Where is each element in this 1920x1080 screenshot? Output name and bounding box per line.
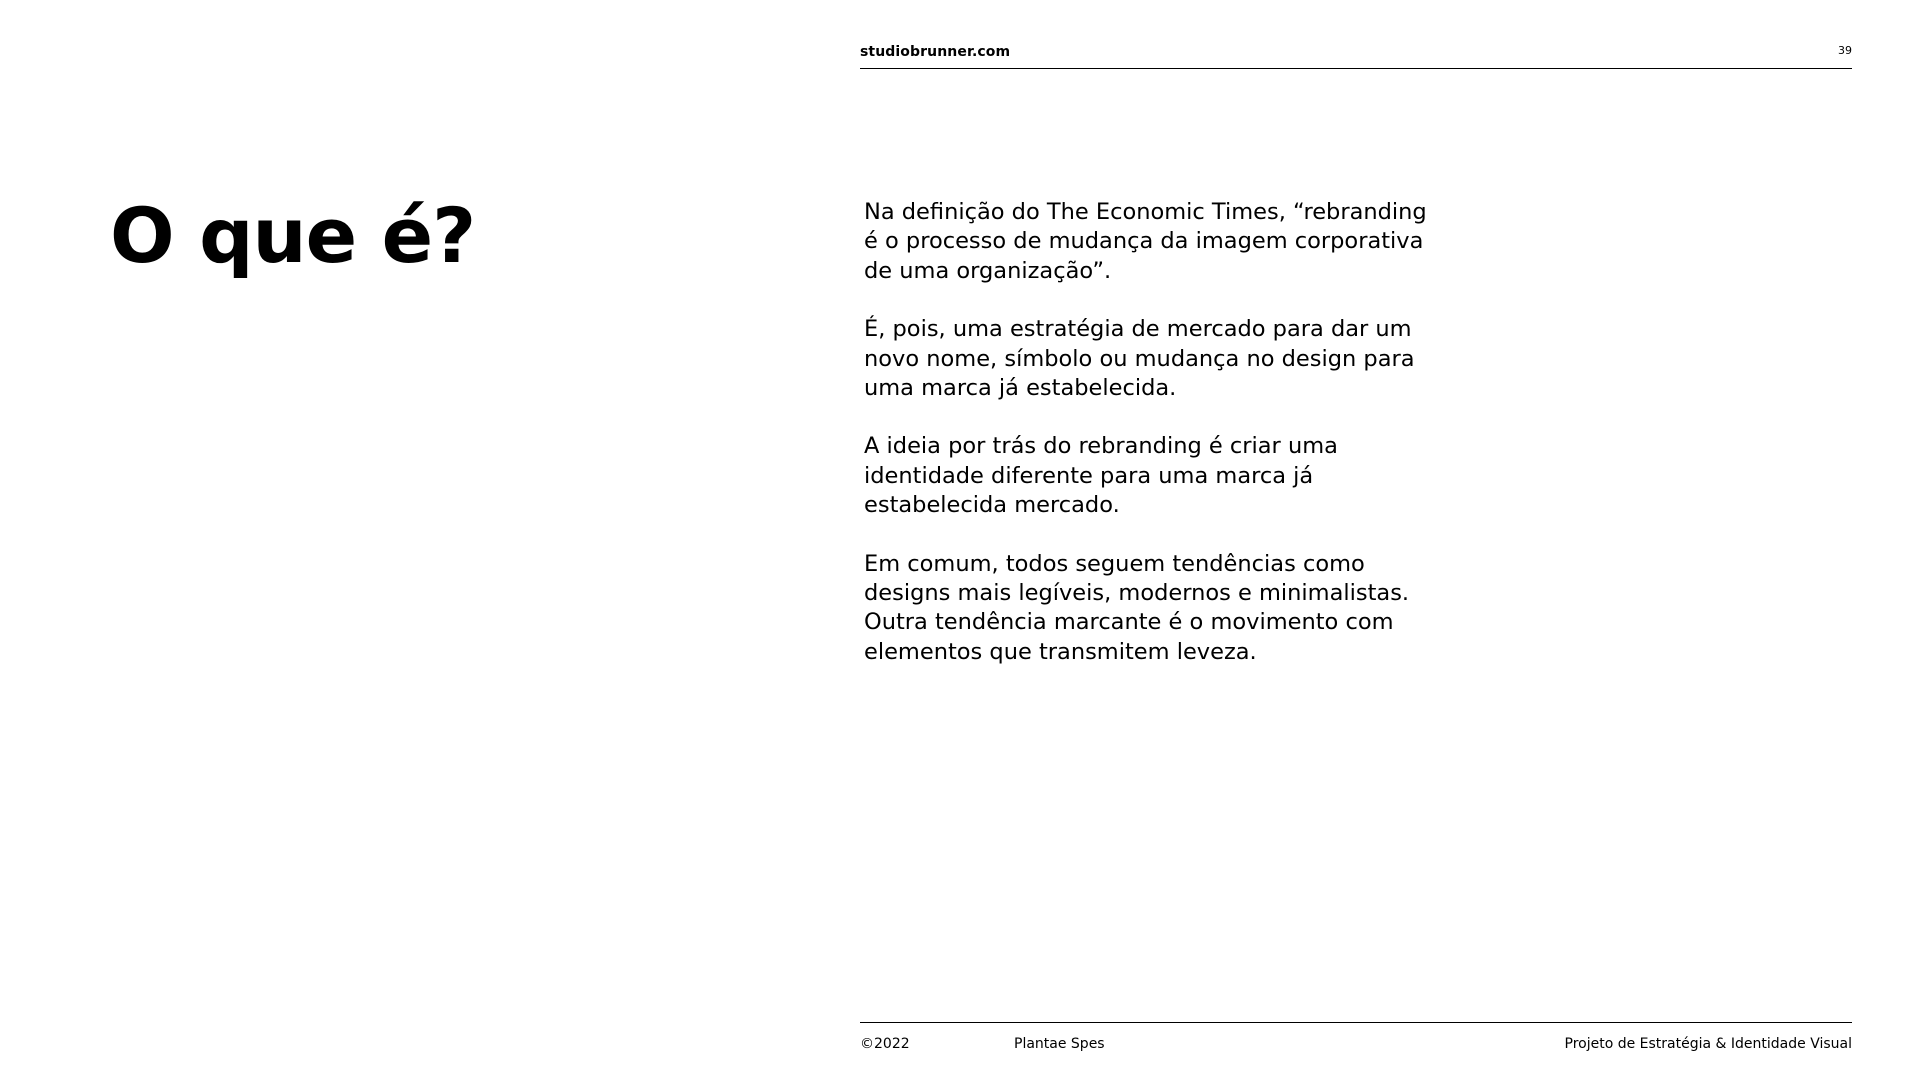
paragraph-idea: A ideia por trás do rebranding é criar uma identidade diferente para uma marca já estabelecida mercado. (864, 433, 1338, 519)
paragraph-trends: Em comum, todos seguem tendências como designs mais legíveis, modernos e minimalistas. Outra tendência marcante é o movimento com elementos que transmitem leveza. (864, 550, 1410, 665)
project-name: Plantae Spes (1014, 1036, 1105, 1052)
page-number: 39 (1838, 44, 1852, 57)
project-type: Projeto de Estratégia & Identidade Visual (1564, 1036, 1852, 1052)
paragraph-strategy: É, pois, uma estratégia de mercado para dar um novo nome, símbolo ou mudança no design para uma marca já estabelecida. (864, 316, 1415, 402)
paragraph-definition: Na definição do The Economic Times, “rebranding é o processo de mudança da imagem corporativa de uma organização”. (864, 199, 1427, 284)
page-title: O que é? (110, 191, 476, 280)
site-url: studiobrunner.com (860, 44, 1011, 60)
page-header (860, 42, 1852, 69)
copyright-year: ©2022 (860, 1036, 910, 1052)
body-text (864, 198, 1504, 696)
page-footer (860, 1022, 1852, 1063)
